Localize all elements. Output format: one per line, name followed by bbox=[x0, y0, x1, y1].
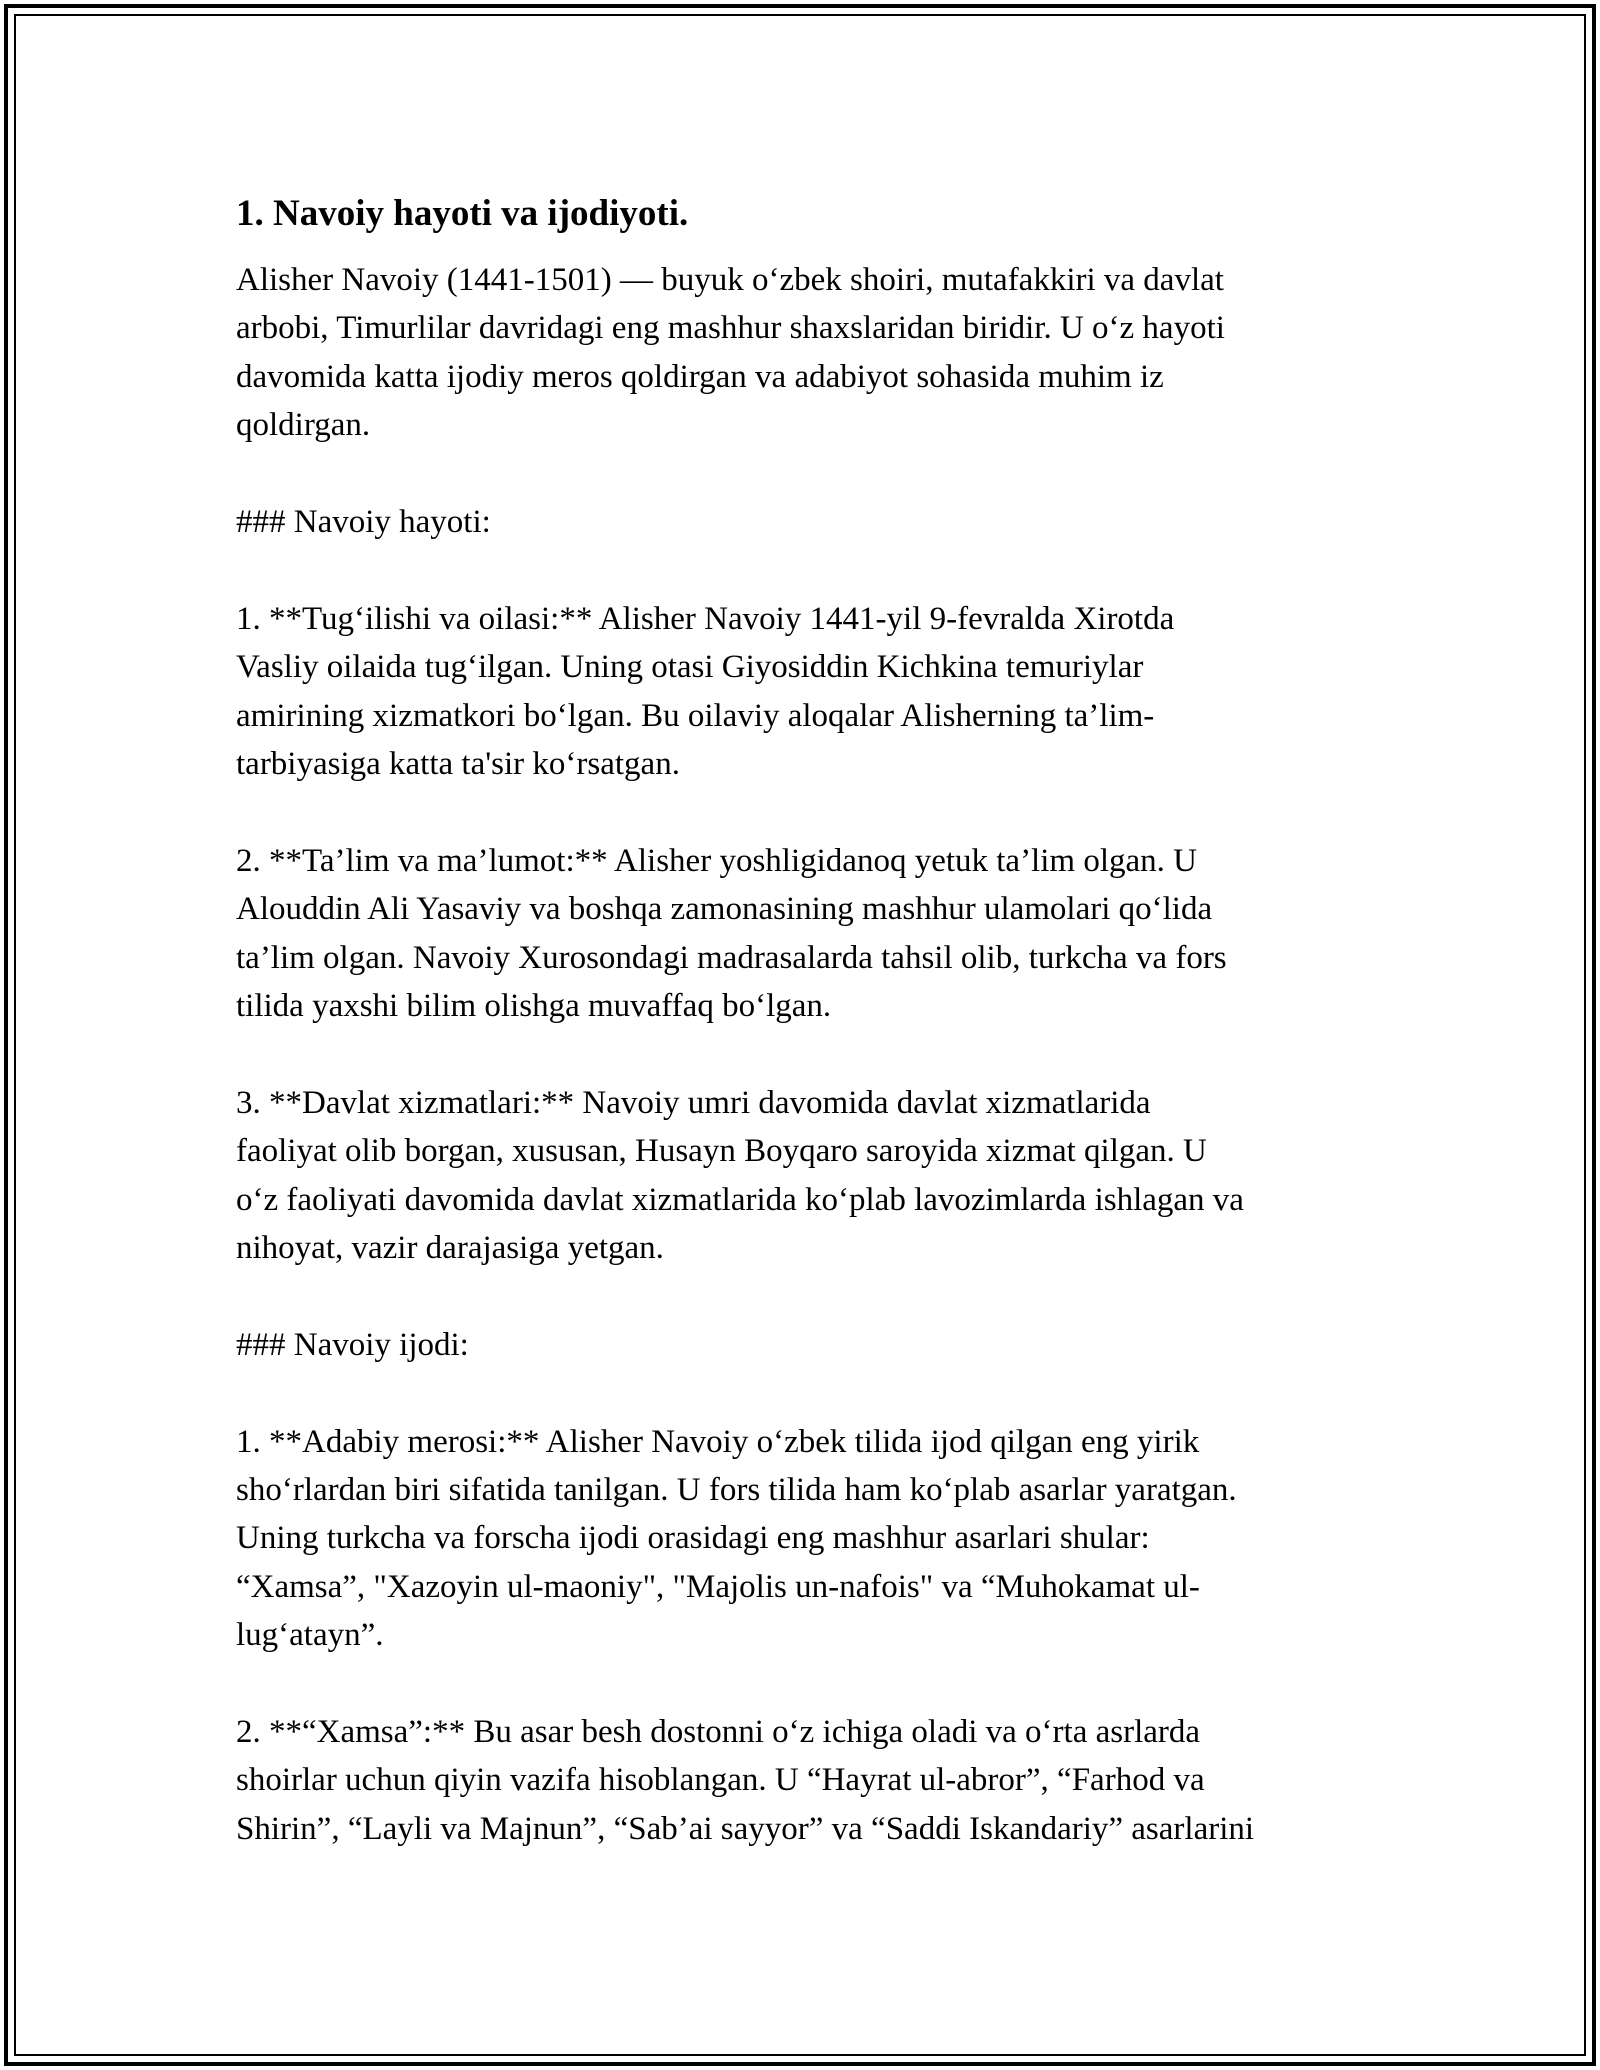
life-item-service: 3. **Davlat xizmatlari:** Navoiy umri davomida davlat xizmatlarida faoliyat olib borgan, xususan, Husayn Boyqaro saroyida xizmat qilgan. U o‘z faoliyati davomida davlat xizmatlarida ko‘plab lavozimlarda ishlagan va nihoyat, vazir darajasiga yetgan. bbox=[236, 1084, 1244, 1267]
work-item-xamsa: 2. **“Xamsa”:** Bu asar besh dostonni o‘z ichiga oladi va o‘rta asrlarda shoirlar uchun qiyin vazifa hisoblangan. U “Hayrat ul-abror”, “Farhod va Shirin”, “Layli va Majnun”, “Sab’ai sayyor” va “Saddi Iskandariy” asarlarini bbox=[236, 1714, 1255, 1847]
work-item-legacy: 1. **Adabiy merosi:** Alisher Navoiy o‘zbek tilida ijod qilgan eng yirik sho‘rlardan biri sifatida tanilgan. U fors tilida ham ko‘plab asarlar yaratgan. Uning turkcha va forscha ijodi orasidagi eng mashhur asarlari shular: “Xamsa”, "Xazoyin ul-maoniy", "Majolis un-nafois" va “Muhokamat ul- lug‘atayn”. bbox=[236, 1423, 1237, 1654]
document-body bbox=[236, 188, 1366, 1853]
section-heading-works: ### Navoiy ijodi: bbox=[236, 1326, 469, 1363]
intro-paragraph: Alisher Navoiy (1441-1501) — buyuk o‘zbek shoiri, mutafakkiri va davlat arbobi, Timurlilar davridagi eng mashhur shaxslaridan biridir. U o‘z hayoti davomida katta ijodiy meros qoldirgan va adabiyot sohasida muhim iz qoldirgan. bbox=[236, 262, 1225, 444]
life-item-birth: 1. **Tug‘ilishi va oilasi:** Alisher Navoiy 1441-yil 9-fevralda Xirotda Vasliy oilaida tug‘ilgan. Uning otasi Giyosiddin Kichkina temuriylar amirining xizmatkori bo‘lgan. Bu oilaviy aloqalar Alisherning ta’lim- tarbiyasiga katta ta'sir ko‘rsatgan. bbox=[236, 600, 1175, 783]
section-heading-life: ### Navoiy hayoti: bbox=[236, 504, 491, 541]
document-title: 1. Navoiy hayoti va ijodiyoti. bbox=[236, 193, 689, 234]
life-item-education: 2. **Ta’lim va ma’lumot:** Alisher yoshligidanoq yetuk ta’lim olgan. U Alouddin Ali Yasaviy va boshqa zamonasining mashhur ulamolari qo‘lida ta’lim olgan. Navoiy Xurosondagi madrasalarda tahsil olib, turkcha va fors tilida yaxshi bilim olishga muvaffaq bo‘lgan. bbox=[236, 842, 1227, 1025]
